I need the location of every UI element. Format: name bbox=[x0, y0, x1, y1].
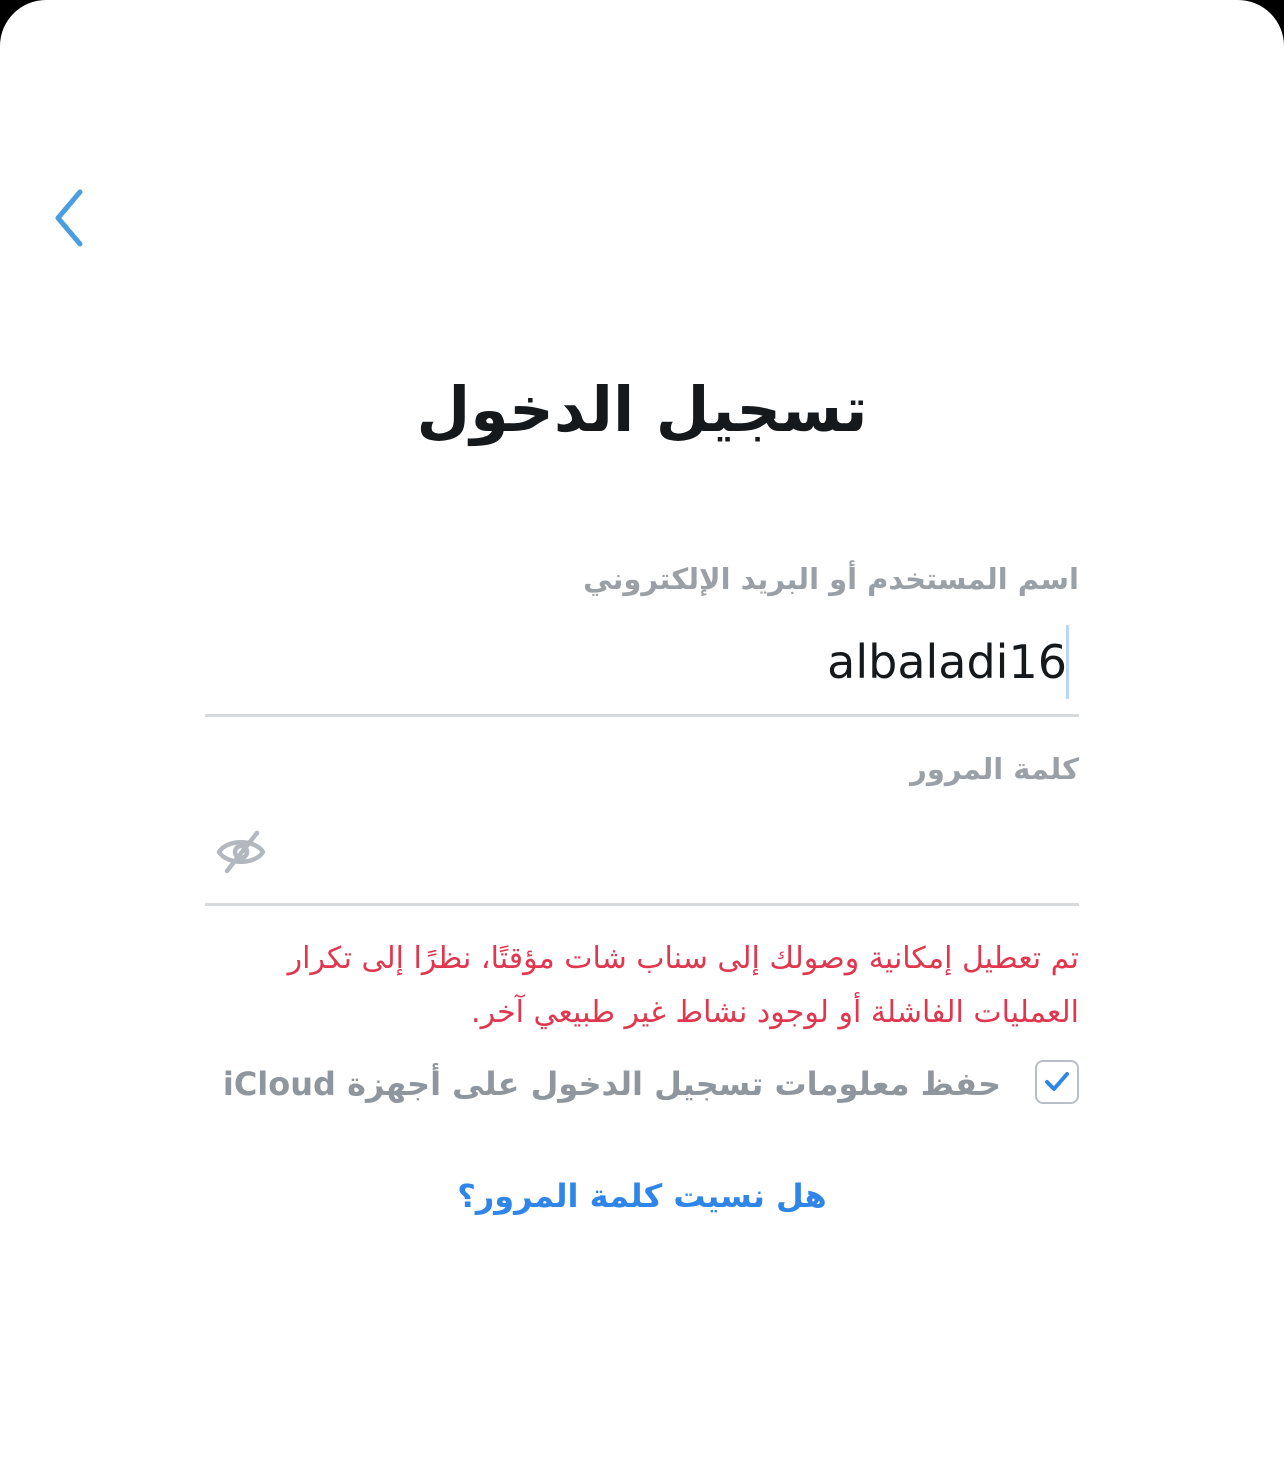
error-message: تم تعطيل إمكانية وصولك إلى سناب شات مؤقتًا، نظرًا إلى تكرار العمليات الفاشلة أو لوجود نشاط غير طبيعي آخر. bbox=[287, 941, 1079, 1030]
remember-login-row bbox=[205, 1058, 1079, 1110]
remember-login-checkbox[interactable] bbox=[1035, 1060, 1079, 1104]
remember-login-label: حفظ معلومات تسجيل الدخول على أجهزة iCloud bbox=[222, 1065, 1001, 1103]
checkmark-icon bbox=[1043, 1070, 1071, 1094]
text-caret bbox=[1066, 625, 1069, 699]
password-underline bbox=[205, 903, 1079, 906]
forgot-password-link[interactable]: هل نسيت كلمة المرور؟ bbox=[457, 1177, 827, 1215]
password-visibility-toggle[interactable] bbox=[212, 826, 270, 878]
page-title: تسجيل الدخول bbox=[416, 373, 868, 446]
password-label: كلمة المرور bbox=[910, 752, 1079, 786]
password-input[interactable] bbox=[205, 815, 1079, 895]
username-underline bbox=[205, 714, 1079, 717]
eye-slash-icon bbox=[215, 829, 267, 875]
chevron-left-icon bbox=[50, 186, 90, 250]
username-label: اسم المستخدم أو البريد الإلكتروني bbox=[583, 562, 1079, 596]
back-button[interactable] bbox=[40, 180, 100, 256]
username-input[interactable] bbox=[205, 622, 1079, 702]
